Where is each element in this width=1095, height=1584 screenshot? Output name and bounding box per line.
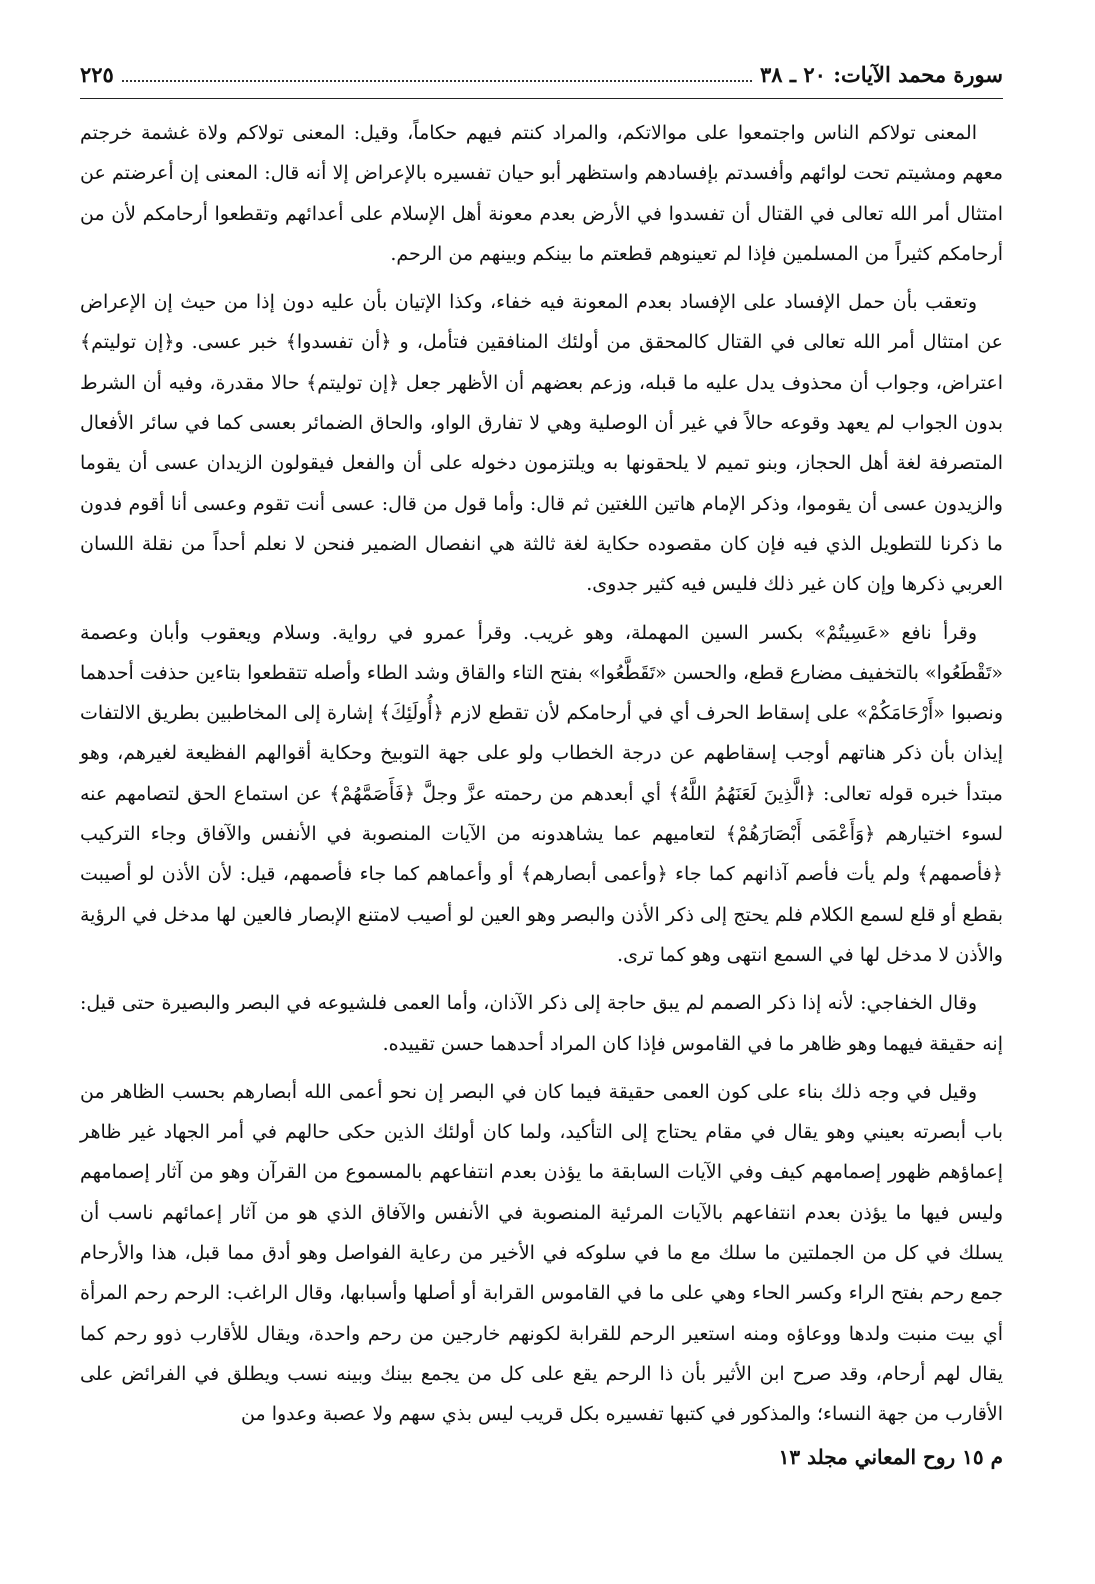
page-body bbox=[80, 113, 1003, 1435]
running-header bbox=[80, 62, 1003, 99]
paragraph: المعنى تولاكم الناس واجتمعوا على موالاتكم، والمراد كنتم فيهم حكاماً، وقيل: المعنى تولاكم ولاة غشمة خرجتم معهم ومشيتم تحت لوائهم وأفسدتم بإفسادهم واستظهر أبو حيان تفسيره بالإعراض إلا أنه قال: المعنى إن أعرضتم عن امتثال أمر الله تعالى في القتال أن تفسدوا في الأرض بعدم معونة أهل الإسلام على أعدائهم وتقطعوا أرحامكم لأن من أرحامكم كثيراً من المسلمين فإذا لم تعينوهم قطعتم ما بينكم وبينهم من الرحم. bbox=[80, 122, 1003, 265]
paragraph: وقال الخفاجي: لأنه إذا ذكر الصمم لم يبق حاجة إلى ذكر الآذان، وأما العمى فلشيوعه في البصر والبصيرة حتى قيل: إنه حقيقة فيهما وهو ظاهر ما في القاموس فإذا كان المراد أحدهما حسن تقييده. bbox=[80, 992, 1003, 1055]
header-leader-dots bbox=[122, 79, 752, 82]
paragraph: وقرأ نافع «عَسِيتُمْ» بكسر السين المهملة، وهو غريب. وقرأ عمرو في رواية. وسلام ويعقوب وأبان وعصمة «تَقْطَعُوا» بالتخفيف مضارع قطع، والحسن «تَقَطَّعُوا» بفتح التاء والقاق وشد الطاء وأصله تتقطعوا بتاءين حذفت أحدهما ونصبوا «أَرْحَامَكُمْ» على إسقاط الحرف أي في أرحامكم لأن تقطع لازم ﴿أُولَئِكَ﴾ إشارة إلى المخاطبين بطريق الالتفات إيذان بأن ذكر هناتهم أوجب إسقاطهم عن درجة الخطاب ولو على جهة التوبيخ وحكاية أقوالهم الفظيعة لغيرهم، وهو مبتدأ خبره قوله تعالى: ﴿الَّذِينَ لَعَنَهُمُ اللَّهُ﴾ أي أبعدهم من رحمته عزَّ وجلَّ ﴿فَأَصَمَّهُمْ﴾ عن استماع الحق لتصامهم عنه لسوء اختيارهم ﴿وَأَعْمَى أَبْصَارَهُمْ﴾ لتعاميهم عما يشاهدونه من الآيات المنصوبة في الأنفس والآفاق وجاء التركيب ﴿فأصمهم﴾ ولم يأت فأصم آذانهم كما جاء ﴿وأعمى أبصارهم﴾ أو وأعماهم كما جاء فأصمهم، قيل: لأن الأذن لو أصيبت بقطع أو قلع لسمع الكلام فلم يحتج إلى ذكر الأذن والبصر وهو العين لو أصيب لامتنع الإبصار فالعين لها مدخل في الرؤية والأذن لا مدخل لها في السمع انتهى وهو كما ترى. bbox=[80, 621, 1003, 966]
printer-signature: م ١٥ روح المعاني مجلد ١٣ bbox=[778, 1444, 1003, 1469]
page-number: ٢٢٥ bbox=[80, 62, 114, 87]
paragraph: وقيل في وجه ذلك بناء على كون العمى حقيقة فيما كان في البصر إن نحو أعمى الله أبصارهم بحسب الظاهر من باب أبصرته بعيني وهو يقال في مقام يحتاج إلى التأكيد، ولما كان أولئك الذين حكى حالهم في أمر الجهاد غير ظاهر إعماؤهم ظهور إصمامهم كيف وفي الآيات السابقة ما يؤذن بعدم انتفاعهم بالمسموع من القرآن وهو من آثار إصمامهم وليس فيها ما يؤذن بعدم انتفاعهم بالآيات المرئية المنصوبة في الأنفس والآفاق الذي هو من آثار إعمائهم ناسب أن يسلك في كل من الجملتين ما سلك مع ما في سلوكه في الأخير من رعاية الفواصل وهو أدق مما قبل، هذا والأرحام جمع رحم بفتح الراء وكسر الحاء وهي على ما في القاموس القرابة أو أصلها وأسبابها، وقال الراغب: الرحم رحم المرأة أي بيت منبت ولدها ووعاؤه ومنه استعير الرحم للقرابة لكونهم خارجين من رحم واحدة، ويقال للأقارب ذوو رحم كما يقال لهم أرحام، وقد صرح ابن الأثير بأن ذا الرحم يقع على كل من يجمع بينك وبينه نسب ويطلق في الفرائض على الأقارب من جهة النساء؛ والمذكور في كتبها تفسيره بكل قريب ليس بذي سهم ولا عصبة وعدوا من bbox=[80, 1080, 1003, 1426]
paragraph: وتعقب بأن حمل الإفساد على الإفساد بعدم المعونة فيه خفاء، وكذا الإتيان بأن عليه دون إذا من حيث إن الإعراض عن امتثال أمر الله تعالى في القتال كالمحقق من أولئك المنافقين فتأمل، و ﴿أن تفسدوا﴾ خبر عسى. و﴿إن توليتم﴾ اعتراض، وجواب أن محذوف يدل عليه ما قبله، وزعم بعضهم أن الأظهر جعل ﴿إن توليتم﴾ حالا مقدرة، وفيه أن الشرط بدون الجواب لم يعهد وقوعه حالاً في غير أن الوصلية وهي لا تفارق الواو، والحاق الضمائر بعسى كما في سائر الأفعال المتصرفة لغة أهل الحجاز، وبنو تميم لا يلحقونها به ويلتزمون دخوله على أن والفعل فيقولون الزيدان عسى أن يقوما والزيدون عسى أن يقوموا، وذكر الإمام هاتين اللغتين ثم قال: وأما قول من قال: عسى أنت تقوم وعسى أنا أقوم فدون ما ذكرنا للتطويل الذي فيه فإن كان مقصوده حكاية لغة ثالثة هي انفصال الضمير فنحن لا نعلم أحداً من نقلة اللسان العربي ذكرها وإن كان غير ذلك فليس فيه كثير جدوى. bbox=[80, 291, 1003, 596]
header-title: سورة محمد الآيات: ٢٠ ـ ٣٨ bbox=[760, 62, 1003, 87]
